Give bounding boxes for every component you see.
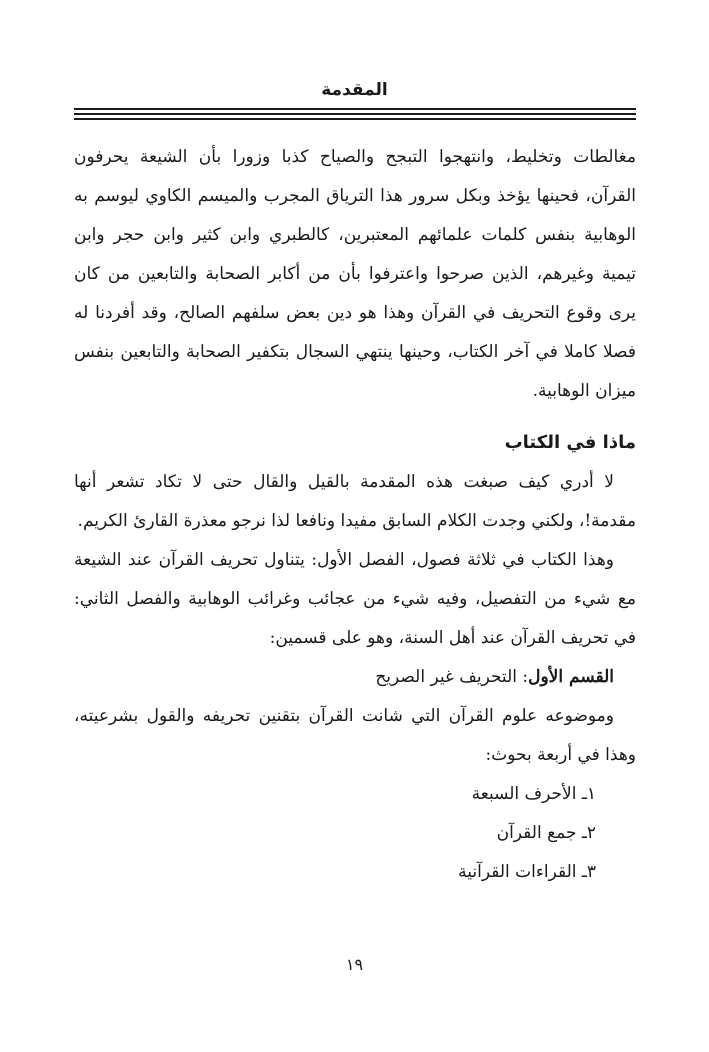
part-one-text: : التحريف غير الصريح xyxy=(375,667,529,687)
list-item: ٢ـ جمع القرآن xyxy=(496,823,596,843)
intro-paragraph: مغالطات وتخليط، وانتهجوا التبجح والصياح كذبا وزورا بأن الشيعة يحرفون القرآن، فحينها يؤخذ وبكل سرور هذا الترياق المجرب والميسم الكاوي ليوسم به الوهابية بنفس كلمات علمائهم المعتبرين، كالطبري وابن كثير وابن حجر وابن تيمية وغيرهم، الذين صرحوا واعترفوا بأن من أكابر الصحابة والتابعين من كان يرى وقوع التحريف في القرآن وهذا هو دين بعض سلفهم الصالح، وقد أفردنا له فصلا كاملا في آخر الكتاب، وحينها ينتهي السجال بتكفير الصحابة والتابعين بنفس ميزان الوهابية. xyxy=(74,147,636,401)
header-rule-top xyxy=(74,108,636,110)
page-body xyxy=(74,138,636,892)
list-item: ١ـ الأحرف السبعة xyxy=(471,784,596,804)
part-one-line xyxy=(74,658,636,697)
section-heading: ماذا في الكتاب xyxy=(504,432,636,453)
page-number: ١٩ xyxy=(345,955,364,974)
paragraph-3: وموضوعه علوم القرآن التي شانت القرآن بتقنين تحريفه والقول بشرعيته، وهذا في أربعة بحوث: xyxy=(74,706,636,765)
header-rule-bottom xyxy=(74,118,636,120)
part-one-label: القسم الأول xyxy=(528,667,614,687)
running-head: المقدمة xyxy=(321,80,388,100)
list-item: ٣ـ القراءات القرآنية xyxy=(458,862,596,882)
header-rule-middle xyxy=(74,113,636,115)
paragraph-1: لا أدري كيف صبغت هذه المقدمة بالقيل والقال حتى لا تكاد تشعر أنها مقدمة!، ولكني وجدت الكلام السابق مفيدا ونافعا لذا نرجو معذرة القارئ الكريم. xyxy=(74,472,636,531)
paragraph-2: وهذا الكتاب في ثلاثة فصول، الفصل الأول: يتناول تحريف القرآن عند الشيعة مع شيء من التفصيل، وفيه شيء من عجائب وغرائب الوهابية والفصل الثاني: في تحريف القرآن عند أهل السنة، وهو على قسمين: xyxy=(74,550,636,648)
